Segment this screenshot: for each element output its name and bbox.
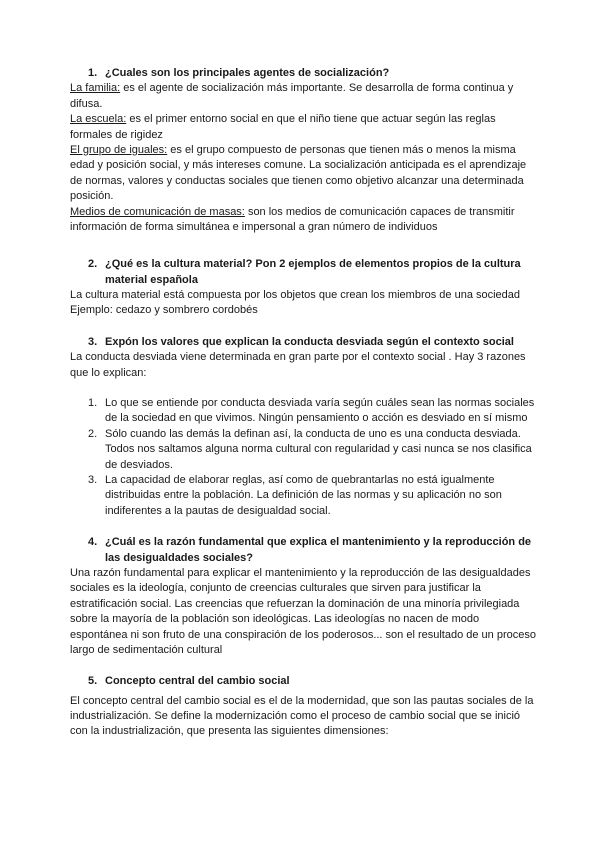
underlined-term-grupo-de-iguales: El grupo de iguales: [70,143,168,156]
paragraph-cambio-social: El concepto central del cambio social es el de la modernidad, que son las pautas sociales de la industrialización. Se define la modernización como el proceso de cambio social que se inició con la industrialización, que presenta las siguientes dimensiones: [70,694,534,738]
section-3-title: Expón los valores que explican la conducta desviada según el contexto social [105,335,514,348]
definition-la-escuela: es el primer entorno social en que el niño tiene que actuar según las reglas formales de rigidez [70,113,496,141]
list-item-3-text: La capacidad de elaborar reglas, así como de quebrantarlas no está igualmente distribuidas entre la población. La definición de las normas y su aplicación no son indiferentes a la pautas de desigualdad social. [105,473,502,517]
underlined-term-la-escuela: La escuela: [70,113,127,126]
paragraph-medios-de-comunicacion [70,205,536,236]
definition-grupo-de-iguales: es el grupo compuesto de personas que tienen más o menos la misma edad y posición social, y más intereses comune. La socialización anticipada es el aprendizaje de normas, valores y conductas sociales que tienen como objetivo alcanzar una determinada posición. [70,143,527,203]
list-item-2-number: 2. [88,427,98,440]
paragraph-grupo-de-iguales [70,143,536,205]
section-4-title: ¿Cuál es la razón fundamental que explica el mantenimiento y la reproducción de las desigualdades sociales? [105,536,532,564]
underlined-term-medios-de-comunicacion: Medios de comunicación de masas: [70,205,245,218]
underlined-term-la-familia: La familia: [70,82,121,95]
section-1-number: 1. [88,67,98,79]
list-item-2 [70,427,536,473]
paragraph-desigualdades-sociales: Una razón fundamental para explicar el mantenimiento y la reproducción de las desigualdades sociales es la ideología, conjunto de creencias culturales que sirven para justificar la estratificación social. Las creencias que refuerzan la dominación de una minoría privilegiada sobre la mayoría de la población son ideológicas. Las ideologías no nacen de modo espontánea ni son fruto de una conspiración de los poderosos... son el resultado de un proceso largo de sedimentación cultural [70,566,536,656]
paragraph-ejemplo: Ejemplo: cedazo y sombrero cordobés [70,304,258,317]
list-item-1-number: 1. [88,397,98,410]
list-item-3-number: 3. [88,473,98,486]
section-1-heading [70,66,536,81]
list-item-2-text: Sólo cuando las demás la definan así, la conducta de uno es una conducta desviada. Todos nos saltamos alguna norma cultural con regularidad y casi nunca se nos clasifica de desviados. [105,427,532,471]
numbered-list-razones [70,396,536,519]
paragraph-conducta-desviada-intro: La conducta desviada viene determinada en gran parte por el contexto social . Hay 3 razones que lo explican: [70,351,526,379]
section-3-heading [70,335,536,350]
list-item-1 [70,396,536,427]
paragraph-la-familia [70,81,536,112]
list-item-3 [70,473,536,519]
section-4-number: 4. [88,536,98,549]
section-5-heading [70,674,536,689]
section-5-title: Concepto central del cambio social [105,675,290,688]
section-2-number: 2. [88,258,98,271]
section-2-heading [70,257,536,288]
list-item-1-text: Lo que se entiende por conducta desviada varía según cuáles sean las normas sociales de la sociedad en que vivimos. Ningún pensamiento o acción es desviado en sí mismo [105,397,535,425]
paragraph-cultura-material: La cultura material está compuesta por los objetos que crean los miembros de una sociedad [70,289,521,302]
section-2-title: ¿Qué es la cultura material? Pon 2 ejemplos de elementos propios de la cultura material española [105,258,521,286]
section-4-heading [70,535,536,566]
section-5-number: 5. [88,675,98,688]
definition-la-familia: es el agente de socialización más importante. Se desarrolla de forma continua y difusa. [70,82,514,110]
paragraph-la-escuela [70,112,536,143]
definition-medios-de-comunicacion: son los medios de comunicación capaces de transmitir información de forma simultánea e impersonal a gran número de individuos [70,205,515,233]
section-1-title: ¿Cuales son los principales agentes de socialización? [105,67,390,79]
section-3-number: 3. [88,335,98,348]
